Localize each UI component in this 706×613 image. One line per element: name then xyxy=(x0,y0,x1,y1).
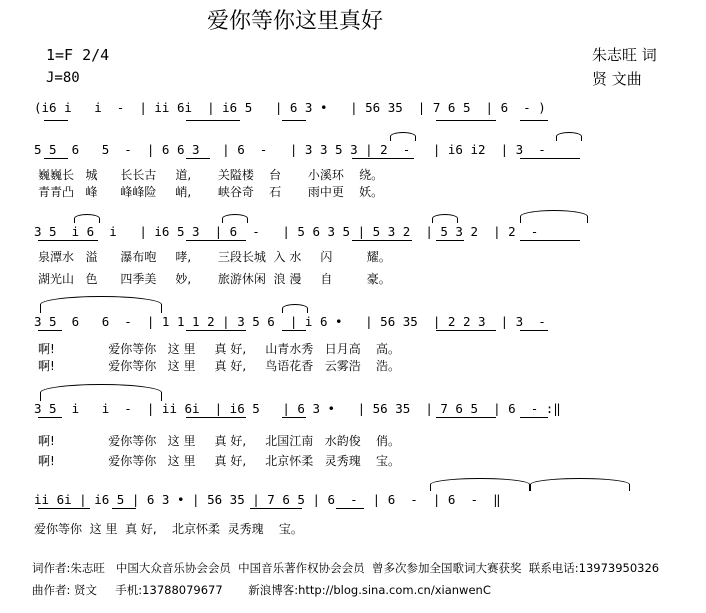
slur xyxy=(520,210,588,223)
lyricist-credit: 朱志旺 词 xyxy=(592,46,657,64)
notation-row-4: 3 5 6 6 - | 1 1 1 2 | 3 5 6 | i 6 • | 56 35 | 2 2 3 | 3 - xyxy=(34,314,546,329)
slur xyxy=(40,296,162,313)
slur xyxy=(74,214,100,223)
underline xyxy=(520,240,580,241)
song-title xyxy=(0,4,706,35)
underline xyxy=(520,330,548,331)
song-title-text: 爱你等你这里真好 xyxy=(206,9,383,34)
underline xyxy=(282,417,306,418)
lyricist-contact: 词作者:朱志旺 中国大众音乐协会会员 中国音乐著作权协会会员 曾多次参加全国歌词大赛获奖 联系电话:13973950326 xyxy=(32,561,660,575)
underline xyxy=(520,158,580,159)
underline xyxy=(520,417,548,418)
notation-row-6: ii 6i | i6 5 | 6 3 • | 56 35 | 7 6 5 | 6 - | 6 - | 6 - ‖ xyxy=(34,492,501,507)
underline xyxy=(436,417,496,418)
lyric-line: 啊! 爱你等你 这 里 真 好, 鸟语花香 云雾浩 浩。 xyxy=(38,359,400,373)
underline xyxy=(186,158,210,159)
underline xyxy=(520,120,548,121)
composer-contact: 曲作者: 贤文 手机:13788079677 新浪博客:http://blog.sina.com.cn/xianwenC xyxy=(32,583,491,597)
underline xyxy=(352,240,412,241)
underline xyxy=(38,330,62,331)
lyric-line: 爱你等你 这 里 真 好, 北京怀柔 灵秀瑰 宝。 xyxy=(34,522,303,536)
underline xyxy=(38,240,98,241)
lyric-line: 啊! 爱你等你 这 里 真 好, 北国江南 水韵俊 俏。 xyxy=(38,434,400,448)
notation-row-1: (i6 i i - | ii 6i | i6 5 | 6 3 • | 56 35 | 7 6 5 | 6 - ) xyxy=(34,100,546,115)
slur xyxy=(390,132,416,141)
notation-row-3: 3 5 i 6 i | i6 5 3 | 6 - | 5 6 3 5 | 5 3 2 | 5 3 2 | 2 - xyxy=(34,224,539,239)
underline xyxy=(186,120,240,121)
slur xyxy=(282,304,308,313)
tempo-marking: J=80 xyxy=(46,70,80,86)
underline xyxy=(250,508,302,509)
underline xyxy=(186,417,246,418)
lyric-line: 湖光山 色 四季美 妙, 旅游休闲 浪 漫 自 豪。 xyxy=(38,272,391,286)
underline xyxy=(38,508,90,509)
lyric-line: 啊! 爱你等你 这 里 真 好, 山青水秀 日月高 高。 xyxy=(38,342,400,356)
underline xyxy=(336,508,364,509)
lyric-line: 泉潭水 溢 瀑布咆 哮, 三段长城 入 水 闪 耀。 xyxy=(38,250,391,264)
underline xyxy=(186,330,246,331)
underline xyxy=(282,330,306,331)
underline xyxy=(436,330,496,331)
underline xyxy=(44,158,68,159)
lyric-line: 青青凸 峰 峰峰险 峭, 峡谷奇 石 雨中更 妖。 xyxy=(38,185,384,199)
slur xyxy=(530,478,630,491)
underline xyxy=(44,120,68,121)
composer-credit: 贤 文曲 xyxy=(592,70,642,88)
underline xyxy=(436,120,496,121)
slur xyxy=(556,132,582,141)
underline xyxy=(112,508,136,509)
underline xyxy=(436,240,464,241)
lyric-line: 巍巍长 城 长长古 道, 关隘楼 台 小溪环 绕。 xyxy=(38,168,384,182)
slur xyxy=(40,384,162,401)
slur xyxy=(430,478,530,491)
notation-row-2: 5 5 6 5 - | 6 6 3 | 6 - | 3 3 5 3 | 2 - | i6 i2 | 3 - xyxy=(34,142,546,157)
slur xyxy=(222,214,248,223)
underline xyxy=(352,158,414,159)
notation-row-5: 3 5 i i - | ii 6i | i6 5 | 6 3 • | 56 35 | 7 6 5 | 6 - :‖ xyxy=(34,401,561,416)
lyric-line: 啊! 爱你等你 这 里 真 好, 北京怀柔 灵秀瑰 宝。 xyxy=(38,454,400,468)
underline xyxy=(38,417,62,418)
slur xyxy=(432,214,458,223)
underline xyxy=(186,240,246,241)
underline xyxy=(282,120,306,121)
key-signature: 1=F 2/4 xyxy=(46,46,110,64)
